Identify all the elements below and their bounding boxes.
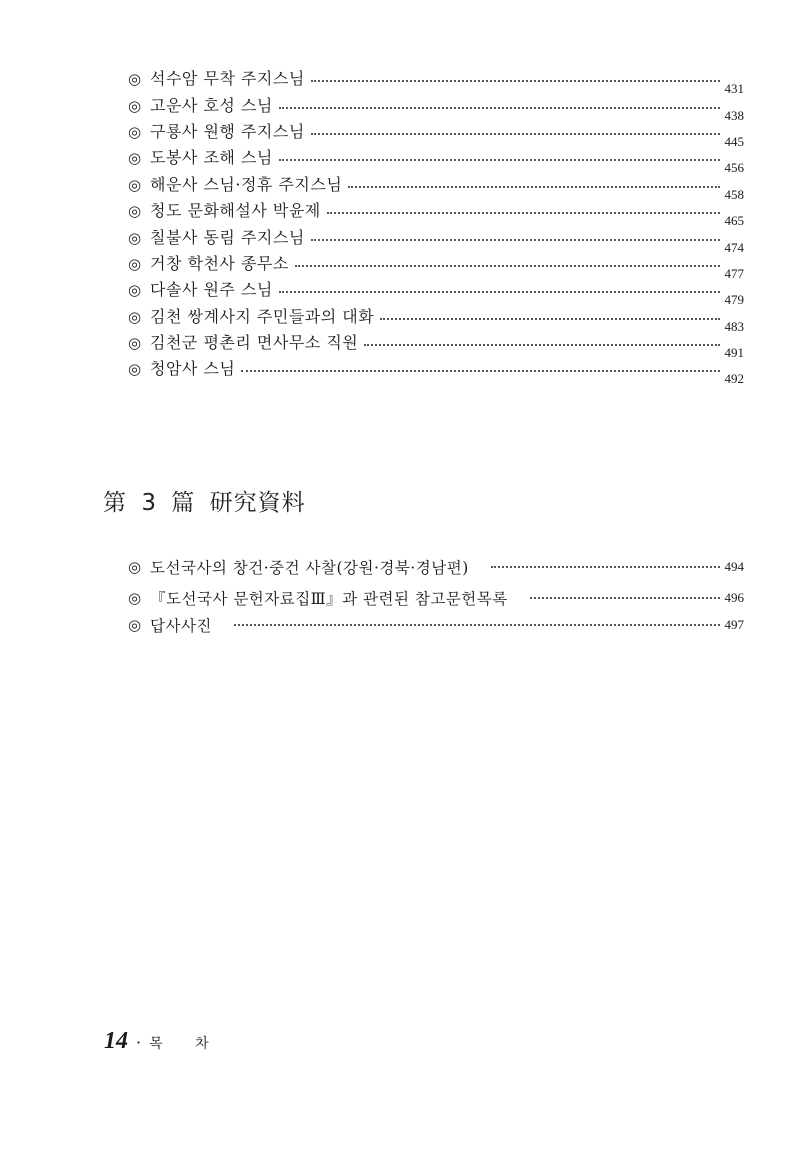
bullet-icon: ◎ (128, 202, 142, 221)
toc-entry-page: 492 (724, 371, 744, 387)
section-heading (103, 484, 306, 517)
toc-entry-title: 청암사 스님 (150, 359, 236, 379)
bullet-icon: ◎ (128, 588, 142, 607)
research-list (128, 553, 744, 638)
dot-leader (295, 265, 720, 267)
toc-entry-title: 해운사 스님·정휴 주지스님 (150, 174, 343, 194)
toc-list (128, 66, 744, 387)
dot-leader (311, 80, 720, 82)
toc-entry[interactable] (128, 198, 744, 229)
toc-entry-page: 491 (724, 345, 744, 361)
research-entry-title: 답사사진 (150, 616, 212, 635)
toc-entry-page: 438 (724, 107, 744, 123)
toc-entry[interactable] (128, 224, 744, 255)
research-entry[interactable] (128, 553, 744, 580)
dot-leader (311, 133, 720, 135)
research-entry-page: 497 (724, 616, 744, 632)
toc-entry[interactable] (128, 356, 744, 387)
dot-leader (241, 370, 720, 372)
research-entry-title: 『도선국사 문헌자료집Ⅲ』과 관련된 참고문헌목록 (150, 589, 508, 608)
toc-entry-page: 483 (724, 318, 744, 334)
bullet-icon: ◎ (128, 254, 142, 273)
toc-entry[interactable] (128, 145, 744, 176)
dot-leader (279, 291, 720, 293)
toc-entry-page: 474 (724, 239, 744, 255)
bullet-icon: ◎ (128, 281, 142, 300)
dot-leader (491, 566, 720, 568)
toc-entry-page: 477 (724, 265, 744, 281)
toc-entry[interactable] (128, 172, 744, 202)
toc-entry-title: 다솔사 원주 스님 (150, 280, 273, 300)
dot-leader (327, 212, 720, 214)
bullet-icon: ◎ (128, 307, 142, 326)
bullet-icon: ◎ (128, 122, 142, 141)
toc-entry-title: 거창 학천사 종무소 (150, 253, 289, 273)
research-entry-page: 494 (724, 558, 744, 574)
section-title: 研究資料 (209, 490, 306, 516)
toc-entry-page: 456 (724, 160, 744, 176)
toc-entry[interactable] (128, 304, 744, 334)
dot-leader (348, 186, 720, 188)
bullet-icon: ◎ (128, 557, 142, 576)
toc-entry[interactable] (128, 66, 744, 97)
toc-entry[interactable] (128, 251, 744, 281)
toc-entry[interactable] (128, 277, 744, 308)
toc-entry-title: 석수암 무착 주지스님 (150, 69, 305, 89)
toc-entry-page: 458 (724, 186, 744, 202)
footer-separator: · (136, 1033, 142, 1052)
bullet-icon: ◎ (128, 615, 142, 634)
bullet-icon: ◎ (128, 360, 142, 379)
bullet-icon: ◎ (128, 334, 142, 353)
dot-leader (364, 344, 720, 346)
section-part: 篇 (171, 490, 196, 516)
toc-entry-title: 고운사 호성 스님 (150, 95, 273, 115)
bullet-icon: ◎ (128, 70, 142, 89)
toc-entry-page: 445 (724, 133, 744, 149)
footer-label: 목 차 (149, 1036, 223, 1052)
toc-entry-title: 도봉사 조해 스님 (150, 148, 273, 168)
dot-leader (380, 318, 720, 320)
section-prefix: 第 (103, 490, 127, 516)
toc-entry[interactable] (128, 92, 744, 123)
dot-leader (311, 239, 720, 241)
bullet-icon: ◎ (128, 228, 142, 247)
toc-entry-page: 479 (724, 292, 744, 308)
bullet-icon: ◎ (128, 96, 142, 115)
bullet-icon: ◎ (128, 175, 142, 194)
bullet-icon: ◎ (128, 149, 142, 168)
toc-entry-title: 김천 쌍계사지 주민들과의 대화 (150, 306, 375, 326)
toc-entry-title: 구룡사 원행 주지스님 (150, 121, 305, 141)
section-number: 3 (141, 490, 157, 516)
toc-entry[interactable] (128, 330, 744, 361)
dot-leader (530, 597, 720, 599)
research-entry[interactable] (128, 611, 744, 638)
dot-leader (234, 624, 720, 626)
research-entry-title: 도선국사의 창건·중건 사찰(강원·경북·경남편) (150, 558, 469, 577)
toc-entry[interactable] (128, 119, 744, 149)
dot-leader (279, 107, 720, 109)
dot-leader (279, 159, 720, 161)
toc-entry-title: 칠불사 동림 주지스님 (150, 227, 305, 247)
toc-entry-page: 431 (724, 81, 744, 97)
page-footer (104, 1028, 223, 1055)
research-entry-page: 496 (724, 589, 744, 605)
toc-entry-page: 465 (724, 213, 744, 229)
research-entry[interactable] (128, 584, 744, 611)
toc-entry-title: 김천군 평촌리 면사무소 직원 (150, 333, 359, 353)
toc-entry-title: 청도 문화해설사 박윤제 (150, 201, 321, 221)
footer-page-number: 14 (104, 1028, 128, 1054)
